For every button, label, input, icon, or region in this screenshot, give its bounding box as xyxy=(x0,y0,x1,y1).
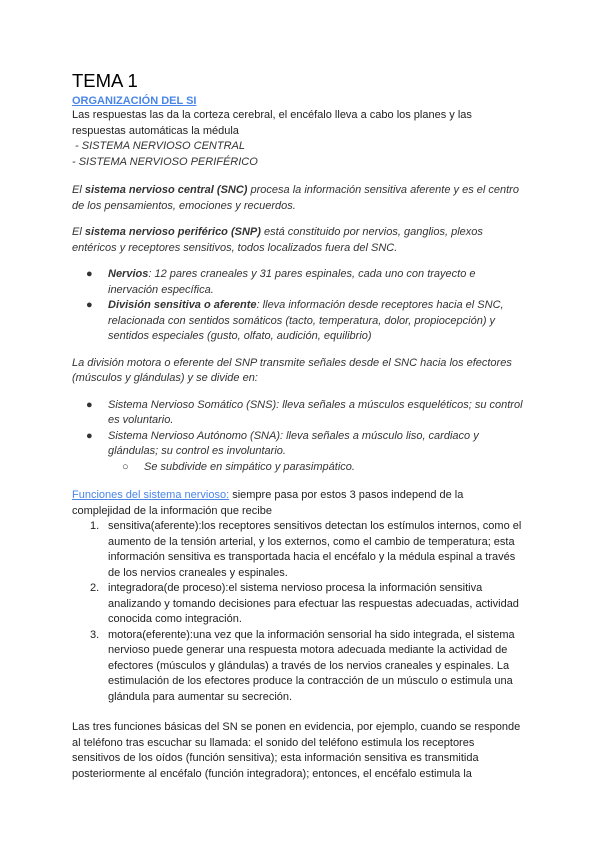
sub-list-item xyxy=(72,460,530,476)
list-item xyxy=(72,429,530,460)
list-text: Sistema Nervioso Autónomo (SNA): lleva señales a músculo liso, cardiaco y xyxy=(108,429,479,442)
page-title: TEMA 1 xyxy=(72,70,138,91)
step-text: integradora(de proceso):el sistema nervioso procesa la información sensitiva xyxy=(108,582,483,594)
list-item xyxy=(72,298,530,345)
funciones-text: complejidad de la información que recibe xyxy=(72,504,272,517)
step-text: información sensitiva es transportada hacia el encéfalo y la médula espinal a través xyxy=(108,551,516,563)
step-text: glándula para aumentar su secreción. xyxy=(108,690,293,703)
final-text: al teléfono tras escuchar su llamada: el sonido del teléfono estimula los receptores xyxy=(72,736,475,749)
snp-text: está constituido por nervios, ganglios, plexos xyxy=(260,226,483,238)
intro-line: Las respuestas las da la corteza cerebral, el encéfalo lleva a cabo los planes y las xyxy=(72,109,472,121)
list-text: glándulas; su control es involuntario. xyxy=(108,445,286,457)
steps-list xyxy=(72,519,530,705)
step-text: nervioso puede generar una respuesta motora adecuada mediante la actividad de xyxy=(108,644,508,656)
final-text: Las tres funciones básicas del SN se ponen en evidencia, por ejemplo, cuando se responde xyxy=(72,721,521,733)
snp-text: entéricos y receptores sensitivos, todos localizados fuera del SNC. xyxy=(72,241,398,254)
motor-text: (músculos y glándulas) y se divide en: xyxy=(72,372,258,384)
snp-paragraph xyxy=(72,225,530,241)
list-text: sentidos especiales (gusto, olfato, audición, equilibrio) xyxy=(108,330,372,342)
step-item xyxy=(72,628,530,706)
bullet-icon: ● xyxy=(86,429,93,442)
step-text: analizando y tomando decisiones para efectuar las respuestas adecuadas, actividad xyxy=(108,597,519,610)
step-item xyxy=(72,519,530,581)
step-number: 2. xyxy=(90,582,100,594)
step-text: conocida como integración. xyxy=(108,613,242,625)
intro-item: - SISTEMA NERVIOSO CENTRAL xyxy=(72,140,245,152)
step-text: estimulación de los efectores produce la contracción de un músculo o estimula una xyxy=(108,675,513,687)
intro-item: - SISTEMA NERVIOSO PERIFÉRICO xyxy=(72,155,258,168)
list-text: : lleva información desde receptores hacia el SNC, xyxy=(256,299,504,311)
list-text: inervación específica. xyxy=(108,283,214,296)
motor-list xyxy=(72,398,530,476)
list-item xyxy=(72,267,530,298)
list-item xyxy=(72,398,530,429)
step-text: sensitiva(aferente):los receptores sensitivos detectan los estímulos internos, como el xyxy=(108,520,522,532)
step-number: 1. xyxy=(90,520,100,532)
snc-text: de los pensamientos, emociones y recuerdos. xyxy=(72,199,296,212)
final-text: sensitivos de los oídos (función sensitiva); esta información sensitiva es transmitida xyxy=(72,752,479,764)
funciones-text: siempre pasa por estos 3 pasos independ de la xyxy=(229,489,464,501)
motor-text: La división motora o eferente del SNP transmite señales desde el SNC hacia los efectores xyxy=(72,356,512,369)
step-text: aumento de la tensión arterial, y los externos, como el cambio de temperatura; esta xyxy=(108,535,515,548)
list-text: relacionada con sentidos somáticos (tacto, temperatura, dolor, propiocepción) y xyxy=(108,314,496,327)
snc-pre: El xyxy=(72,184,85,196)
step-number: 3. xyxy=(90,628,100,641)
list-text: Se subdivide en simpático y parasimpático. xyxy=(144,460,355,473)
snc-term: sistema nervioso central (SNC) xyxy=(84,184,248,196)
bullet-icon: ● xyxy=(86,398,93,411)
step-text: de los nervios craneales y espinales. xyxy=(108,566,288,579)
snp-term: sistema nervioso periférico (SNP) xyxy=(84,226,261,238)
list-term: División sensitiva o aferente xyxy=(108,299,257,311)
snc-text: procesa la información sensitiva aferente y es el centro xyxy=(247,184,519,196)
snc-paragraph xyxy=(72,183,530,199)
funciones-link[interactable]: Funciones del sistema nervioso: xyxy=(72,489,230,501)
bullet-icon: ● xyxy=(86,268,93,280)
funciones-paragraph xyxy=(72,488,530,504)
snp-pre: El xyxy=(72,226,85,238)
list-text: es voluntario. xyxy=(108,414,174,426)
bullet-icon: ● xyxy=(86,299,93,311)
snp-list xyxy=(72,267,530,345)
final-text: posteriormente al encéfalo (función integradora); entonces, el encéfalo estimula la xyxy=(72,767,472,780)
section-heading: ORGANIZACIÓN DEL SI xyxy=(72,95,197,107)
list-term: Nervios xyxy=(108,268,149,280)
step-item xyxy=(72,581,530,628)
step-text: efectores (músculos y glándulas) a través de los nervios craneales y espinales. La xyxy=(108,659,510,672)
intro-line: respuestas automáticas la médula xyxy=(72,124,239,137)
step-text: motora(eferente):una vez que la información sensorial ha sido integrada, el sistema xyxy=(108,628,515,641)
document-page xyxy=(72,70,530,782)
list-text: Sistema Nervioso Somático (SNS): lleva señales a músculos esqueléticos; su control xyxy=(108,398,523,411)
circle-bullet-icon: ○ xyxy=(122,460,129,473)
list-text: : 12 pares craneales y 31 pares espinales, cada uno con trayecto e xyxy=(148,268,476,280)
